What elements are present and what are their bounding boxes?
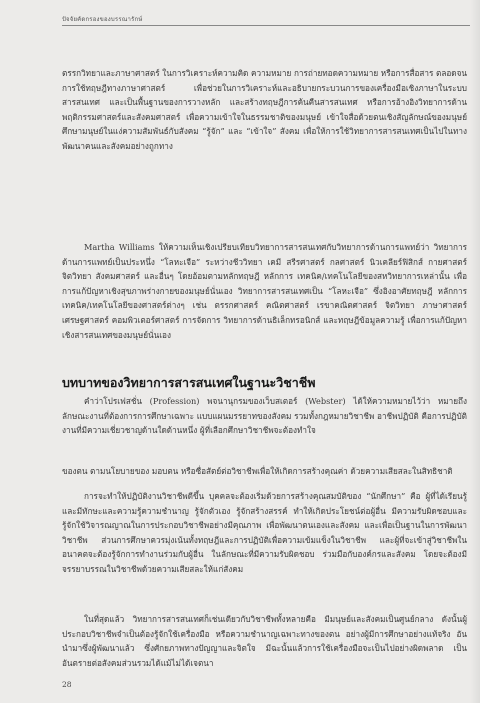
section-heading: บทบาทของวิทยาการสารสนเทศในฐานะวิชาชีพ: [62, 375, 316, 390]
paragraph-4: ของตน ตามนโยบายของ มอบตน หรือซื่อสัตย์ต่อวิชาชีพเพื่อให้เกิดการสร้างคุณค่า ด้วยความเสียสละในสิทธิชาติ: [62, 466, 453, 476]
paragraph-6: ในที่สุดแล้ว วิทยาการสารสนเทศก็เช่นเดียวกับวิชาชีพทั้งหลายคือ มีมนุษย์และสังคมเป็นศูนย์กลาง ดังนั้นผู้ประกอบวิชาชีพจำเป็นต้องรู้จักใช้เครื่องมือ หรือความชำนาญเฉพาะทางของตน อย่างผู้มีการศึกษาอย่างแท้จริง อันนำมาซึ่งผู้พัฒนาแล้ว ซึ่งศักยภาพทางปัญญาและจิตใจ มีฉะนั้นแล้วการใช้เครื่องมือจะเป็นไปอย่างผิดพลาด เป็นอันตรายต่อสังคมส่วนรวมได้แม้ไม่ได้เจตนา: [62, 614, 467, 668]
paragraph-2: Martha Williams ให้ความเห็นเชิงเปรียบเทียบวิทยาการสารสนเทศกับวิทยาการด้านการแพทย์ว่า วิทยาการด้านการแพทย์เป็นประหนึ่ง “โลหะเจือ” ระหว่างชีววิทยา เคมี สรีรศาสตร์ กลศาสตร์ นิวเคลียร์ฟิสิกส์ กายศาสตร์ จิตวิทยา สังคมศาสตร์ และอื่นๆ โดยอ้อมตามหลักทฤษฎี หลักการ เทคนิค/เทคโนโลยีของสหวิทยาการเหล่านั้น เพื่อการแก้ปัญหาเชิงสุขภาพร่างกายของมนุษย์นั่นเอง วิทยาการสารสนเทศเป็น “โลหะเจือ” ซึ่งอิงอาศัยทฤษฎี หลักการ เทคนิค/เทคโนโลยีของศาสตร์ต่างๆ เช่น ตรรกศาสตร์ คณิตศาสตร์ เรขาคณิตศาสตร์ จิตวิทยา ภาษาศาสตร์ เศรษฐศาสตร์ คอมพิวเตอร์ศาสตร์ การจัดการ วิทยาการด้านธิเล็กทรอนิกส์ และทฤษฎีข้อมูลความรู้ เพื่อการแก้ปัญหาเชิงสารสนเทศของมนุษย์นั่นเอง: [62, 242, 467, 340]
paragraph-3: คำว่าโปรเฟสชั่น (Profession) พจนานุกรมของเว็บสเตอร์ (Webster) ได้ให้ความหมายไว้ว่า หมายถึง ลักษณะงานที่ต้องการการศึกษาเฉพาะ แบบแผนมรรยาทของสังคม รวมทั้งกฎหมายวิชาชีพ อาชีพปฏิบัติ คือการปฏิบัติงานที่มีความเชี่ยวชาญด้านใดด้านหนึ่ง ผู้ที่เลือกศึกษาวิชาชีพจะต้องทำใจ: [62, 396, 467, 436]
page-number: 28: [62, 680, 72, 689]
header-rule: [62, 25, 470, 26]
page-edge-shadow: [470, 0, 480, 703]
running-head: ปัจจัยคัดกรองของบรรณารักษ์: [62, 16, 143, 23]
paragraph-1: ตรรกวิทยาและภาษาศาสตร์ ในการวิเคราะห์ความคิด ความหมาย การถ่ายทอดความหมาย หรือการสื่อสาร ตลอดจนการใช้ทฤษฎีทางภาษาศาสตร์ เพื่อช่วยในการวิเคราะห์และอธิบายกระบวนการของเครื่องมือเชิงภาษาในระบบสารสนเทศ และเป็นพื้นฐานของการวางหลัก และสร้างทฤษฎีการค้นคืนสารสนเทศ หรือการอ้างอิงวิทยาการด้านพฤติกรรมศาสตร์และสังคมศาสตร์ เพื่อความเข้าใจในธรรมชาติของมนุษย์ เข้าใจสื่อด้วยตนเชิงสัญลักษณ์ของมนุษย์ ศึกษามนุษย์ในแง่ความสัมพันธ์กับสังคม “รู้จัก” และ “เข้าใจ” สังคม เพื่อให้การใช้วิทยาการสารสนเทศเป็นไปในทางพัฒนาคนและสังคมอย่างถูกทาง: [62, 68, 467, 151]
paragraph-5: การจะทำให้ปฏิบัติงานวิชาชีพดีขึ้น บุคคลจะต้องเริ่มด้วยการสร้างคุณสมบัติของ “นักศึกษา” คือ ผู้ที่ได้เรียนรู้และมีทักษะและความรู้ความชำนาญ รู้จักตัวเอง รู้จักสร้างสรรค์ ทำให้เกิดประโยชน์ต่อผู้อื่น มีความรับผิดชอบและรู้จักใช้วิจารณญาณในการประกอบวิชาชีพอย่างมีคุณภาพ เพื่อพัฒนาตนเองและสังคม และเพื่อเป็นฐานในการพัฒนาวิชาชีพ ส่วนการศึกษาควรมุ่งเน้นทั้งทฤษฎีและการปฏิบัติเพื่อความเข้มแข็งในวิชาชีพ และผู้ที่จะเข้าสู่วิชาชีพในอนาคตจะต้องรู้จักการทำงานร่วมกับผู้อื่น ในลักษณะที่มีความรับผิดชอบ ร่วมมือกับองค์กรและสังคม โดยจะต้องมีจรรยาบรรณในวิชาชีพด้วยความเสียสละให้แก่สังคม: [62, 491, 467, 574]
